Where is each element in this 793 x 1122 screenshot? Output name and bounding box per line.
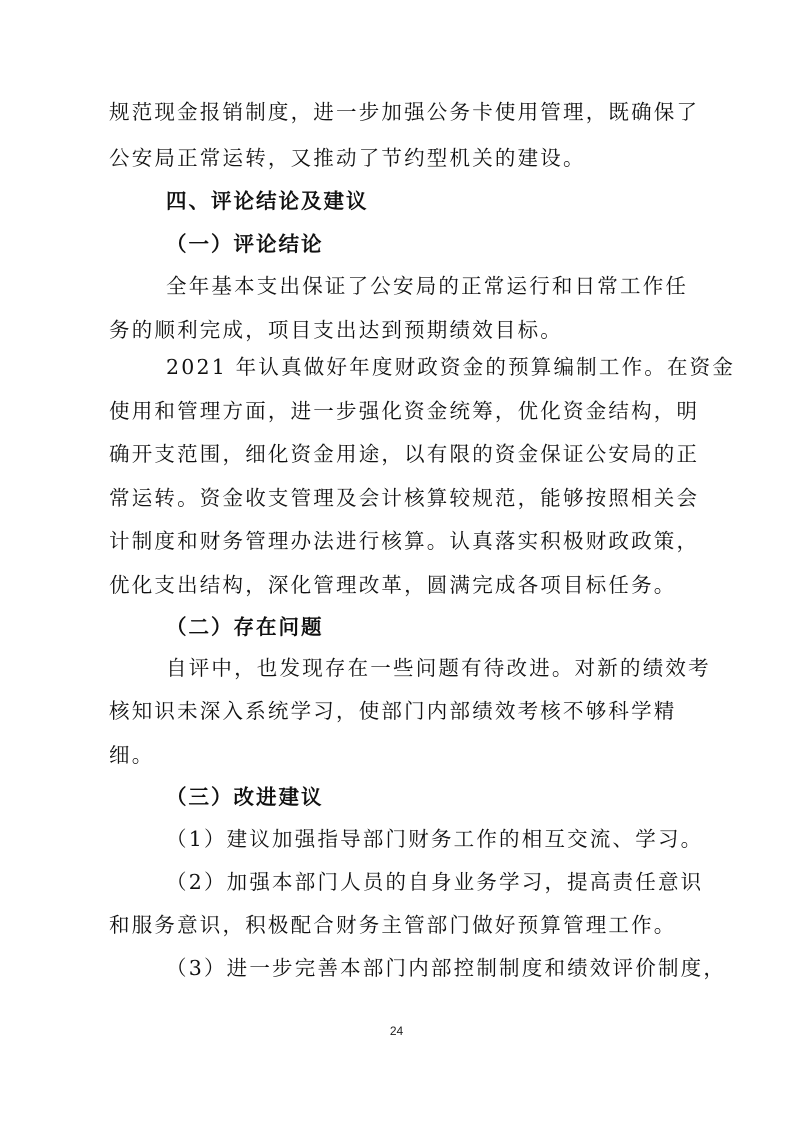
paragraph-line: 使用和管理方面，进一步强化资金统筹，优化资金结构，明 bbox=[109, 399, 700, 423]
paragraph-line: 务的顺利完成，项目支出达到预期绩效目标。 bbox=[109, 318, 563, 342]
paragraph-line: 核知识未深入系统学习，使部门内部绩效考核不够科学精 bbox=[109, 699, 677, 723]
paragraph-line: 规范现金报销制度，进一步加强公务卡使用管理，既确保了 bbox=[109, 100, 700, 124]
subsection-heading: （二）存在问题 bbox=[166, 615, 324, 639]
paragraph-line: 常运转。资金收支管理及会计核算较规范，能够按照相关会 bbox=[109, 486, 700, 510]
paragraph-line: （1）建议加强指导部门财务工作的相互交流、学习。 bbox=[166, 827, 704, 851]
paragraph-line: 全年基本支出保证了公安局的正常运行和日常工作任 bbox=[166, 274, 689, 298]
subsection-heading: （一）评论结论 bbox=[166, 232, 324, 256]
paragraph-line: 优化支出结构，深化管理改革，圆满完成各项目标任务。 bbox=[109, 573, 677, 597]
paragraph-line: 和服务意识，积极配合财务主管部门做好预算管理工作。 bbox=[109, 913, 677, 937]
paragraph-line: 2021 年认真做好年度财政资金的预算编制工作。在资金 bbox=[166, 355, 736, 379]
subsection-heading: （三）改进建议 bbox=[166, 785, 324, 809]
paragraph-line: 细。 bbox=[109, 743, 155, 767]
paragraph-line: 确开支范围，细化资金用途，以有限的资金保证公安局的正 bbox=[109, 442, 700, 466]
paragraph-line: 公安局正常运转，又推动了节约型机关的建设。 bbox=[109, 146, 586, 170]
paragraph-line: （3）进一步完善本部门内部控制制度和绩效评价制度， bbox=[166, 956, 727, 980]
section-heading: 四、评论结论及建议 bbox=[166, 189, 369, 213]
paragraph-line: 自评中，也发现存在一些问题有待改进。对新的绩效考 bbox=[166, 656, 711, 680]
paragraph-line: 计制度和财务管理办法进行核算。认真落实积极财政政策， bbox=[109, 529, 700, 553]
page-number: 24 bbox=[389, 1024, 404, 1038]
paragraph-line: （2）加强本部门人员的自身业务学习，提高责任意识 bbox=[166, 870, 704, 894]
